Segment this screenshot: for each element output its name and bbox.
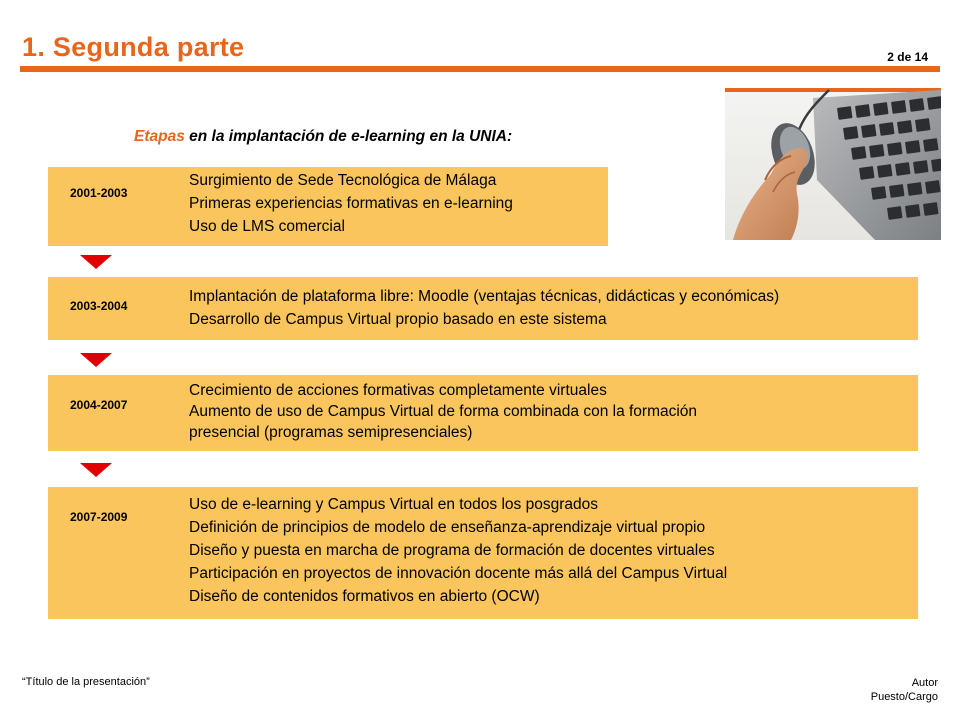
down-arrow-icon (80, 353, 112, 367)
stage-item: Definición de principios de modelo de enseñanza-aprendizaje virtual propio (189, 519, 706, 536)
stage-item: Diseño y puesta en marcha de programa de formación de docentes virtuales (189, 542, 715, 559)
stage-2001-2003 (48, 167, 608, 246)
stage-year: 2004-2007 (70, 398, 128, 412)
footer-author-block (871, 677, 938, 705)
title-divider (20, 66, 940, 72)
stage-year: 2001-2003 (70, 186, 128, 200)
stage-items (189, 380, 697, 443)
subtitle-accent: Etapas (134, 128, 185, 145)
stage-item: Uso de e-learning y Campus Virtual en todos los posgrados (189, 496, 598, 513)
stage-item: Desarrollo de Campus Virtual propio basado en este sistema (189, 311, 607, 328)
stage-item: Uso de LMS comercial (189, 218, 345, 235)
slide-title: 1. Segunda parte (22, 32, 245, 62)
subtitle-text: en la implantación de e-learning en la UNIA: (184, 128, 513, 145)
stage-item: presencial (programas semipresenciales) (189, 424, 473, 441)
stage-2007-2009 (48, 487, 918, 619)
stage-year: 2003-2004 (70, 299, 128, 313)
stage-item: Primeras experiencias formativas en e-learning (189, 195, 513, 212)
hand-mouse-keyboard-photo (725, 88, 941, 240)
stage-item: Aumento de uso de Campus Virtual de forma combinada con la formación (189, 403, 698, 420)
page-number: 2 de 14 (887, 50, 928, 64)
stage-2003-2004 (48, 277, 918, 340)
footer-position: Puesto/Cargo (870, 690, 938, 703)
stage-items (189, 493, 727, 608)
down-arrow-icon (80, 255, 112, 269)
stage-item: Participación en proyectos de innovación docente más allá del Campus Virtual (189, 565, 728, 582)
footer-presentation-title: “Título de la presentación” (22, 676, 150, 688)
stage-item: Surgimiento de Sede Tecnológica de Málaga (189, 172, 497, 189)
stage-2004-2007 (48, 375, 918, 451)
stage-items (189, 169, 513, 238)
stage-item: Crecimiento de acciones formativas completamente virtuales (189, 382, 607, 399)
stage-item: Diseño de contenidos formativos en abierto (OCW) (189, 588, 540, 605)
footer-author: Autor (911, 677, 938, 689)
stage-item: Implantación de plataforma libre: Moodle (ventajas técnicas, didácticas y económicas) (189, 288, 780, 305)
section-subtitle (134, 129, 512, 145)
stage-year: 2007-2009 (70, 510, 128, 524)
stage-items (189, 285, 779, 331)
down-arrow-icon (80, 463, 112, 477)
